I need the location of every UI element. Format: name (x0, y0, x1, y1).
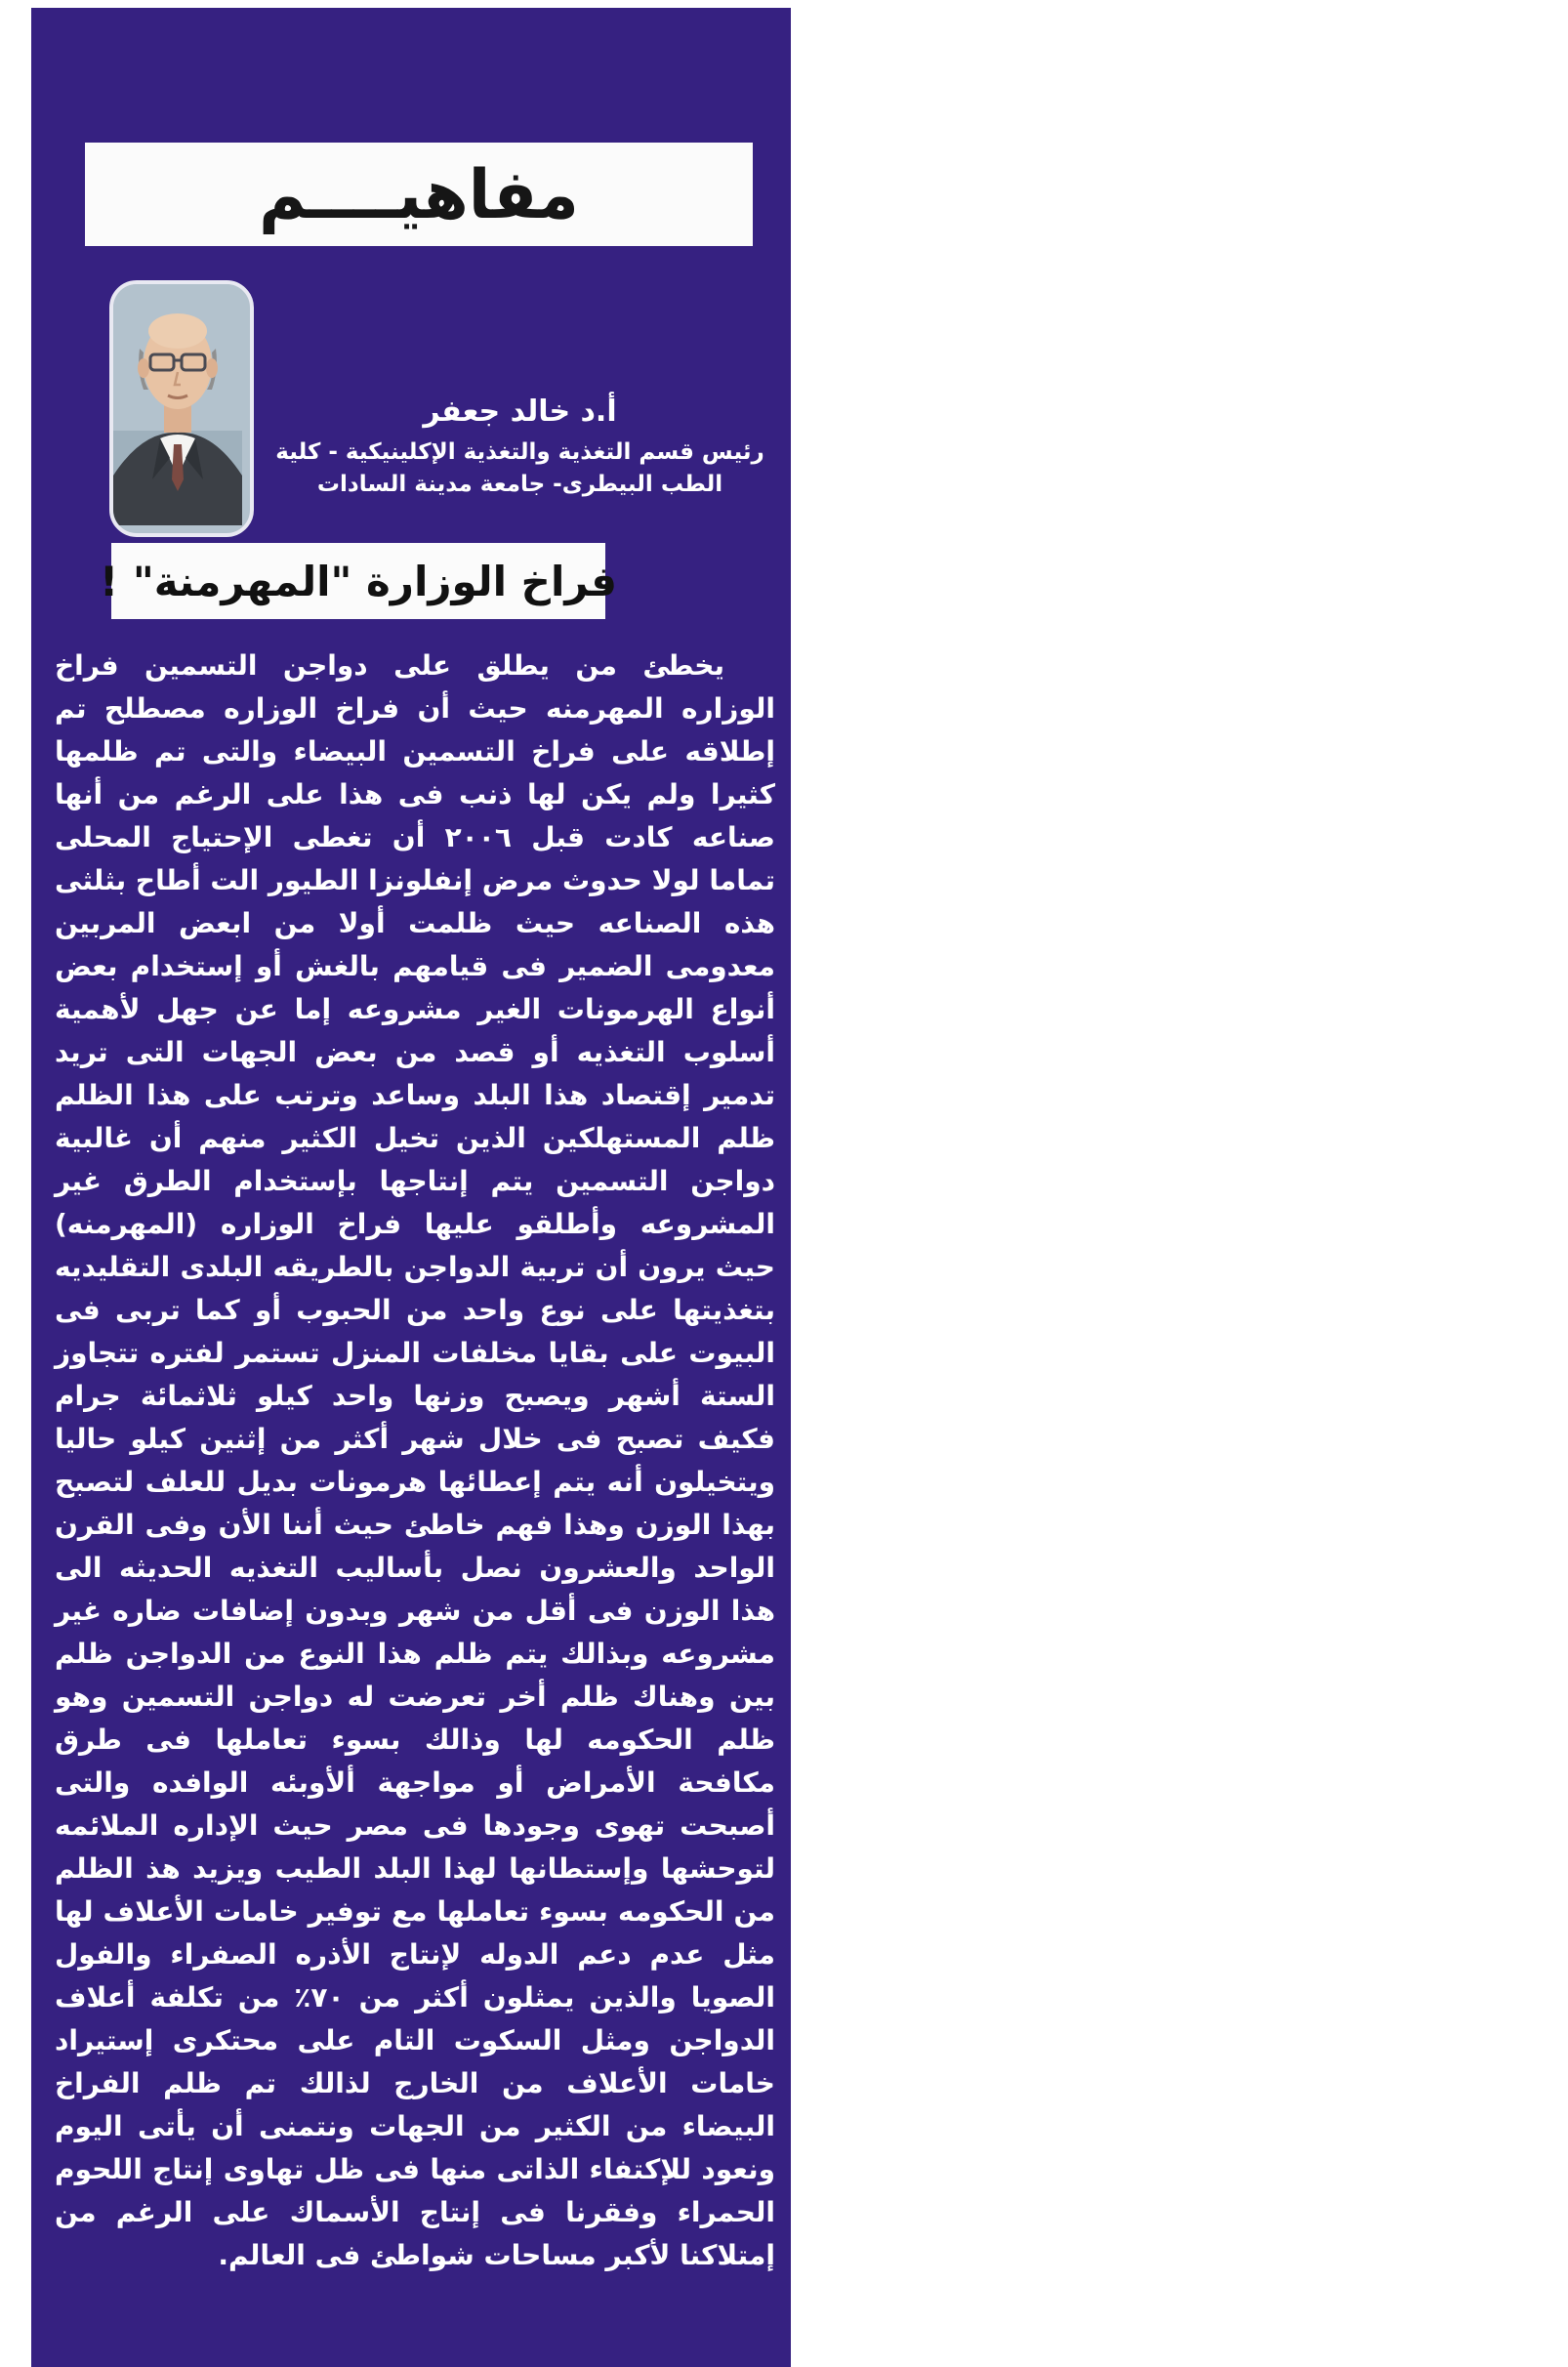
section-header-box (85, 143, 753, 246)
author-name: أ.د خالد جعفر (423, 394, 617, 429)
author-portrait-illustration (113, 284, 242, 525)
author-photo (109, 280, 254, 537)
section-title: مفاهيــــم (259, 154, 579, 234)
magazine-column (31, 8, 791, 2367)
article-title-box (100, 543, 617, 619)
author-role-line2: الطب البيطرى- جامعة مدينة السادات (316, 472, 723, 497)
article-body: يخطئ من يطلق على دواجن التسمين فراخ الوزاره المهرمنه حيث أن فراخ الوزاره مصطلح تم إطلاقه على فراخ التسمين البيضاء والتى تم ظلمها كثيرا ولم يكن لها ذنب فى هذا على الرغم من أنها صناعه كادت قبل ٢٠٠٦ أن تغطى الإحتياج المحلى تماما لولا حدوث مرض إنفلونزا الطيور الت أطاح بثلثى هذه الصناعه حيث ظلمت أولا من ابعض المربين معدومى الضمير فى قيامهم بالغش أو إستخدام بعض أنواع الهرمونات الغير مشروعه إما عن جهل لأهمية أسلوب التغذيه أو قصد من بعض الجهات التى تريد تدمير إقتصاد هذا البلد وساعد وترتب على هذا الظلم ظلم المستهلكين الذين تخيل الكثير منهم أن غالبية دواجن التسمين يتم إنتاجها بإستخدام الطرق غير المشروعه وأطلقو عليها فراخ الوزاره (المهرمنه) حيث يرون أن تربية الدواجن بالطريقه البلدى التقليديه بتغذيتها على نوع واحد من الحبوب أو كما تربى فى البيوت على بقايا مخلفات المنزل تستمر لفتره تتجاوز الستة أشهر ويصبح وزنها واحد كيلو ثلاثمائة جرام فكيف تصبح فى خلال شهر أكثر من إثنين كيلو حاليا ويتخيلون أنه يتم إعطائها هرمونات بديل للعلف لتصبح بهذا الوزن وهذا فهم خاطئ حيث أننا الأن وفى القرن الواحد والعشرون نصل بأساليب التغذيه الحديثه الى هذا الوزن فى أقل من شهر وبدون إضافات ضاره غير مشروعه وبذالك يتم ظلم هذا النوع من الدواجن ظلم بين وهناك ظلم أخر تعرضت له دواجن التسمين وهو ظلم الحكومه لها وذالك بسوء تعاملها فى طرق مكافحة الأمراض أو مواجهة ألأوبئه الوافده والتى أصبحت تهوى وجودها فى مصر حيث الإداره الملائمه لتوحشها وإستطانها لهذا البلد الطيب ويزيد هذ الظلم من الحكومه بسوء تعاملها مع توفير خامات الأعلاف لها مثل عدم دعم الدوله لإنتاج الأذره الصفراء والفول الصويا والذين يمثلون أكثر من ٧٠٪ من تكلفة أعلاف الدواجن ومثل السكوت التام على محتكرى إستيراد خامات الأعلاف من الخارج لذالك تم ظلم الفراخ البيضاء من الكثير من الجهات ونتمنى أن يأتى اليوم ونعود للإكتفاء الذاتى منها فى ظل تهاوى إنتاج اللحوم الحمراء وفقرنا فى إنتاج الأسماك على الرغم من إمتلاكنا لأكبر مساحات شواطئ فى العالم. (55, 649, 775, 2271)
author-block (264, 394, 776, 501)
article-title: فراخ الوزارة "المهرمنة" ! (100, 557, 617, 605)
author-role-line1: رئيس قسم التغذية والتغذية الإكلينيكية - كلية (275, 439, 764, 465)
